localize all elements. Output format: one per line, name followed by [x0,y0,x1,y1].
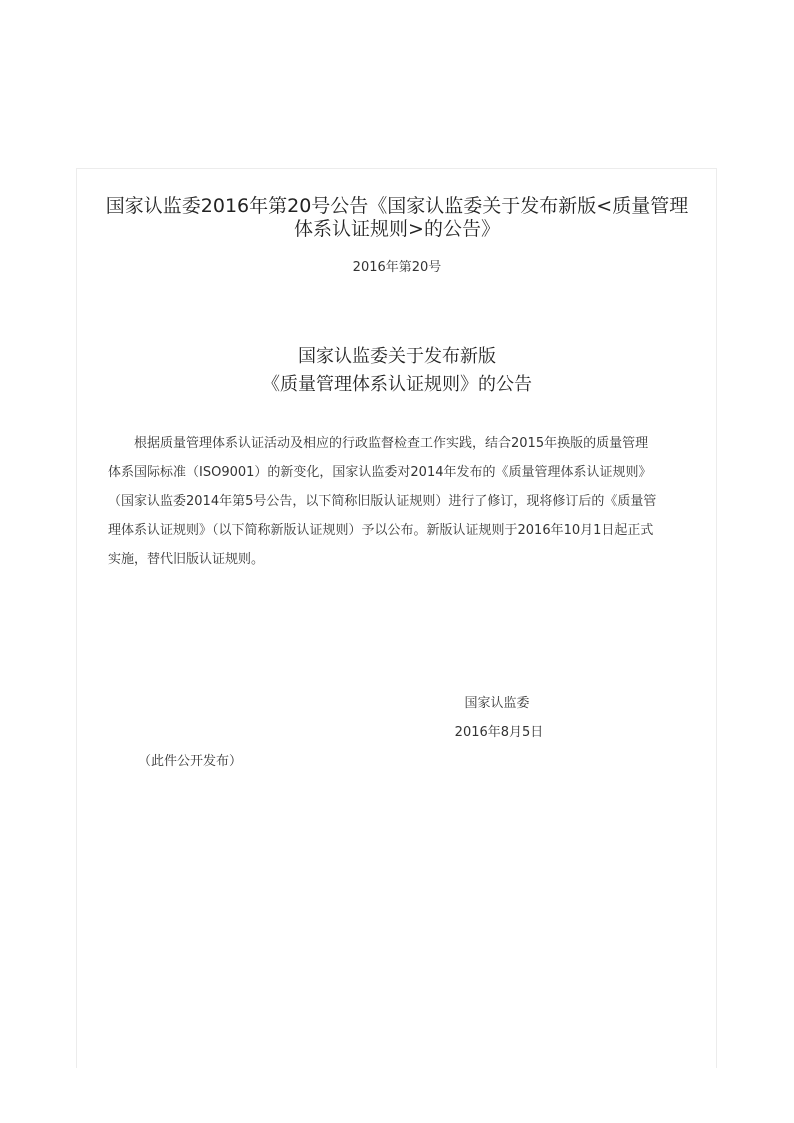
body-line-4: 理体系认证规则》（以下简称新版认证规则）予以公布。新版认证规则于2016年10月1日起正式 [108,523,654,538]
document-title-line-2: 体系认证规则>的公告》 [294,218,500,240]
body-line-5: 实施，替代旧版认证规则。 [108,552,265,567]
document-number: 2016年第20号 [352,260,442,275]
document-title-line-1: 国家认监委2016年第20号公告《国家认监委关于发布新版<质量管理 [105,195,689,217]
public-release-note: （此件公开发布） [138,754,243,769]
issuer-signature: 国家认监委 [464,696,530,711]
body-paragraph [108,429,686,574]
notice-body [108,429,686,574]
body-line-1: 根据质量管理体系认证活动及相应的行政监督检查工作实践，结合2015年换版的质量管理 [134,436,649,451]
document-frame [76,168,717,1068]
notice-heading-line-2: 《质量管理体系认证规则》的公告 [262,374,532,395]
notice-heading [100,343,694,399]
issue-date: 2016年8月5日 [454,725,544,740]
body-line-2: 体系国际标准（ISO9001）的新变化，国家认监委对2014年发布的《质量管理体系认证规则》 [108,465,652,480]
body-line-3: （国家认监委2014年第5号公告，以下简称旧版认证规则）进行了修订，现将修订后的《质量管 [108,494,657,509]
document-title [100,195,694,241]
notice-heading-line-1: 国家认监委关于发布新版 [298,346,496,367]
